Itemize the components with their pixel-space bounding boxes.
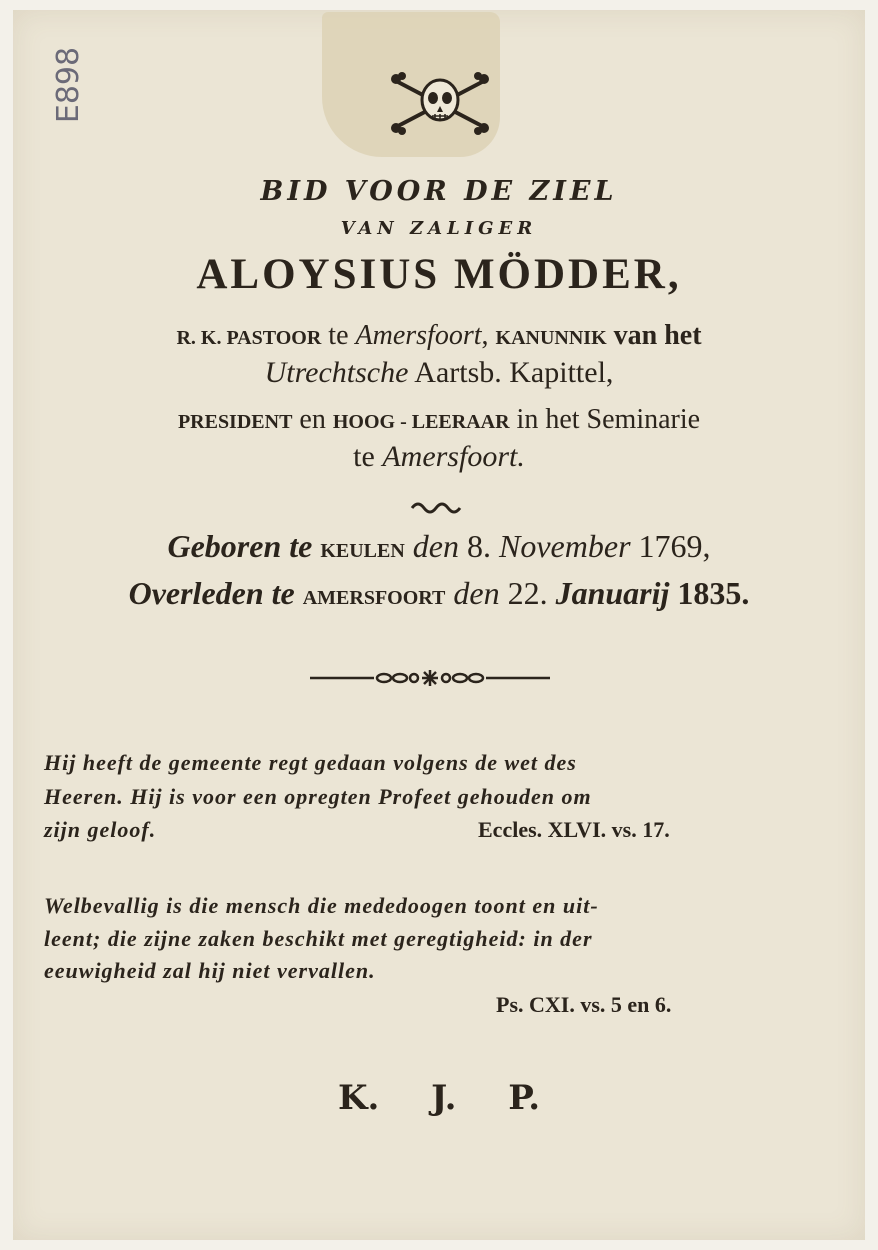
printer-initials: K. J. P. — [337, 1078, 541, 1118]
quote2-reference: Ps. CXI. vs. 5 en 6. — [496, 992, 672, 1017]
ornament-divider-small — [410, 498, 462, 514]
svg-text:E898: E898 — [51, 46, 86, 124]
title-line1: R. K. PASTOOR te Amersfoort, KANUNNIK van het — [176, 320, 702, 351]
title-line4: te Amersfoort. — [353, 440, 525, 473]
heading-line2: VAN ZALIGER — [340, 218, 538, 239]
deceased-name: ALOYSIUS MÖDDER, — [196, 251, 682, 298]
heading-line1: BID VOOR DE ZIEL — [260, 176, 618, 207]
title-line2: Utrechtsche Aartsb. Kapittel, — [264, 356, 614, 389]
quote1-line1: Hij heeft de gemeente regt gedaan volgens de wet des — [44, 750, 577, 775]
birth-line: Geboren te KEULEN den 8. November 1769, — [167, 528, 711, 564]
skull-crossbones-icon — [388, 70, 492, 136]
quote1-reference: Eccles. XLVI. vs. 17. — [478, 817, 670, 842]
quote1-line2: Heeren. Hij is voor een opregten Profeet gehouden om — [44, 784, 592, 809]
death-line: Overleden te AMERSFOORT den 22. Januarij 1835. — [128, 575, 750, 611]
quote2-line3: eeuwigheid zal hij niet vervallen. — [44, 958, 376, 983]
title-line3: PRESIDENT en HOOG - LEERAAR in het Seminarie — [177, 404, 701, 435]
archive-handwritten-note — [40, 30, 110, 140]
ornament-divider-large — [310, 668, 550, 688]
quote1-line3: zijn geloof. — [44, 817, 157, 842]
quote2-line2: leent; die zijne zaken beschikt met geregtigheid: in der — [44, 926, 593, 951]
quote2-line1: Welbevallig is die mensch die mededoogen toont en uit- — [44, 893, 599, 918]
